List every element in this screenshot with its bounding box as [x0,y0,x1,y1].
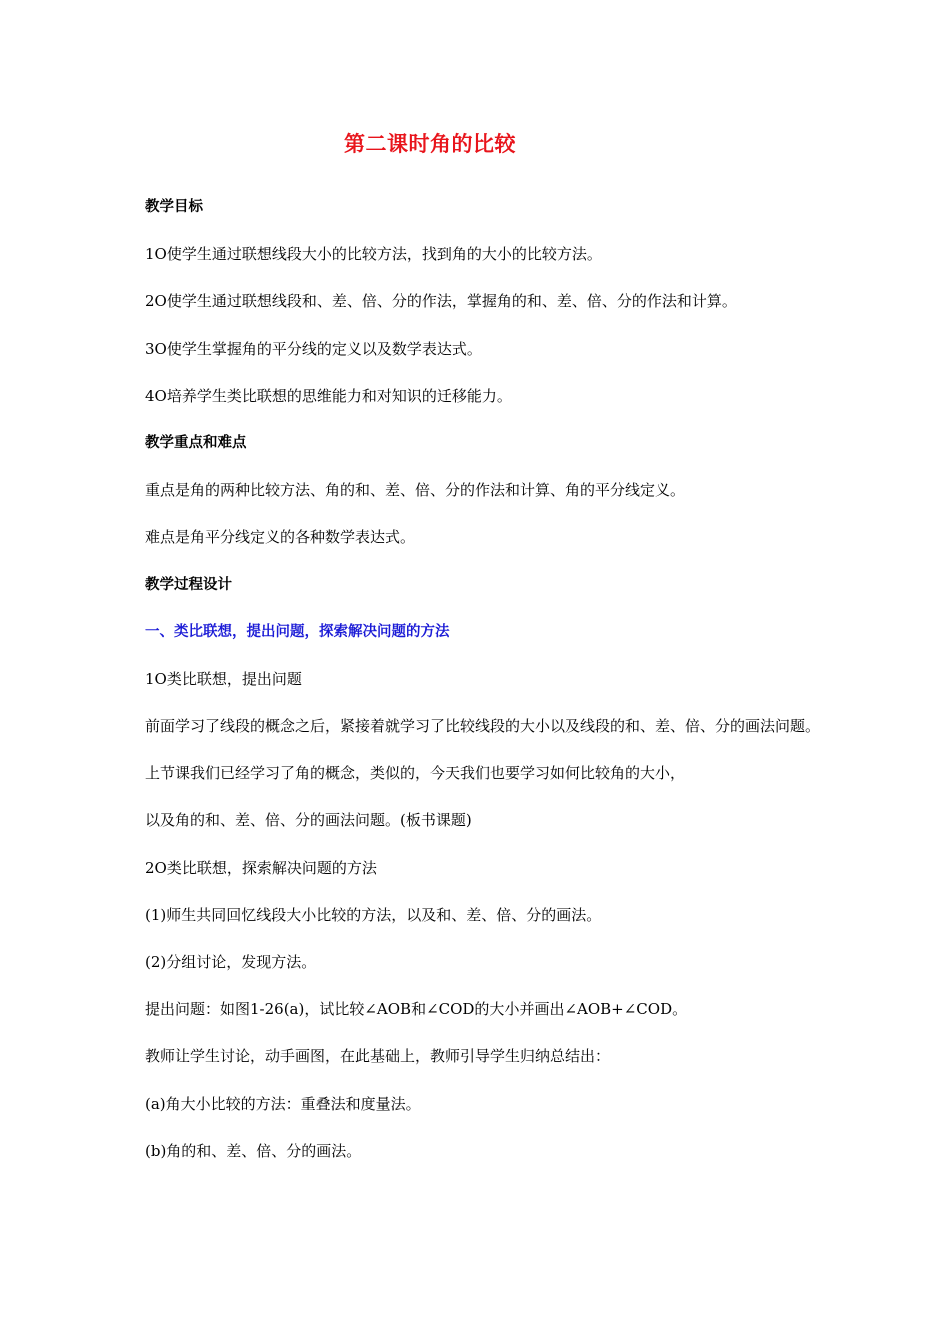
paragraph: 前面学习了线段的概念之后，紧接着就学习了比较线段的大小以及线段的和、差、倍、分的画法问题。 [145,717,821,736]
paragraph: 上节课我们已经学习了角的概念，类似的，今天我们也要学习如何比较角的大小， [145,764,686,783]
paragraph: (2)分组讨论，发现方法。 [145,953,317,971]
section-heading-key-points: 教学重点和难点 [145,434,247,451]
paragraph: 提出问题：如图1-26(a)，试比较∠AOB和∠COD的大小并画出∠AOB+∠COD。 [145,1000,688,1019]
document-body [145,196,945,1187]
paragraph: 教师让学生讨论，动手画图，在此基础上，教师引导学生归纳总结出： [145,1047,611,1066]
section-heading-objectives: 教学目标 [145,199,203,215]
paragraph: 4O培养学生类比联想的思维能力和对知识的迁移能力。 [145,386,512,405]
paragraph: (1)师生共同回忆线段大小比较的方法，以及和、差、倍、分的画法。 [145,905,602,924]
paragraph: 2O使学生通过联想线段和、差、倍、分的作法，掌握角的和、差、倍、分的作法和计算。 [145,292,737,311]
paragraph: 难点是角平分线定义的各种数学表达式。 [145,528,416,547]
paragraph: 2O类比联想，探索解决问题的方法 [145,858,377,877]
paragraph: (a)角大小比较的方法：重叠法和度量法。 [145,1094,421,1113]
paragraph: 1O使学生通过联想线段大小的比较方法，找到角的大小的比较方法。 [145,245,602,264]
document-title: 第二课时角的比较 [344,132,516,156]
section-heading-process: 教学过程设计 [145,576,232,593]
paragraph: 重点是角的两种比较方法、角的和、差、倍、分的作法和计算、角的平分线定义。 [145,481,686,500]
paragraph: 以及角的和、差、倍、分的画法问题。(板书课题) [145,811,472,830]
subsection-heading: 一、类比联想，提出问题，探索解决问题的方法 [145,623,450,640]
paragraph: (b)角的和、差、倍、分的画法。 [145,1141,362,1160]
paragraph: 3O使学生掌握角的平分线的定义以及数学表达式。 [145,339,482,358]
paragraph: 1O类比联想，提出问题 [145,669,302,688]
